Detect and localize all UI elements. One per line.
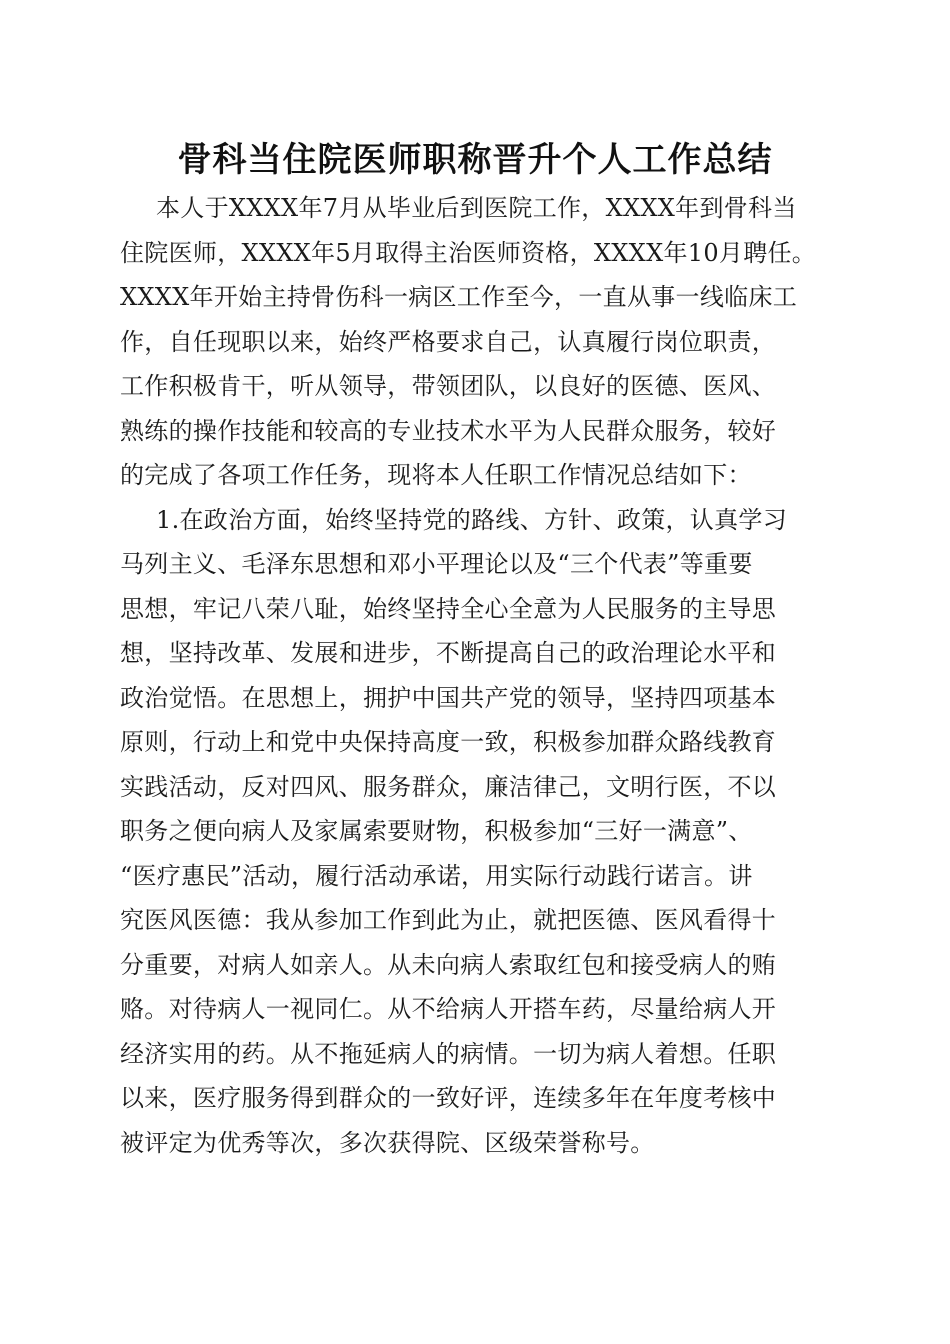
paragraph-line: “医疗惠民”活动，履行活动承诺，用实际行动践行诺言。讲 — [120, 861, 753, 890]
paragraph-line: 实践活动，反对四风、服务群众，廉洁律己，文明行医，不以 — [120, 772, 777, 801]
paragraph-line: 政治觉悟。在思想上，拥护中国共产党的领导，坚持四项基本 — [120, 683, 777, 712]
paragraph-line: 被评定为优秀等次，多次获得院、区级荣誉称号。 — [120, 1128, 655, 1157]
document-title: 骨科当住院医师职称晋升个人工作总结 — [177, 140, 773, 180]
document-body — [120, 186, 832, 1165]
paragraph-line: 以来，医疗服务得到群众的一致好评，连续多年在年度考核中 — [120, 1084, 777, 1112]
paragraph-line: 职务之便向病人及家属索要财物，积极参加“三好一满意”、 — [120, 817, 753, 845]
paragraph-line: 1.在政治方面，始终坚持党的路线、方针、政策，认真学习 — [156, 505, 787, 534]
paragraph-line: 赂。对待病人一视同仁。从不给病人开搭车药，尽量给病人开 — [120, 995, 777, 1023]
paragraph-line: 分重要，对病人如亲人。从未向病人索取红包和接受病人的贿 — [120, 950, 777, 979]
paragraph-line: 作，自任现职以来，始终严格要求自己，认真履行岗位职责， — [120, 327, 777, 356]
paragraph-line: 工作积极肯干，听从领导，带领团队，以良好的医德、医风、 — [120, 372, 777, 400]
paragraph-line: 思想，牢记八荣八耻，始终坚持全心全意为人民服务的主导思 — [120, 594, 777, 623]
paragraph-line: 本人于XXXX年7月从毕业后到医院工作，XXXX年到骨科当 — [156, 194, 797, 222]
paragraph-line: 马列主义、毛泽东思想和邓小平理论以及“三个代表”等重要 — [120, 550, 753, 578]
paragraph-line: 熟练的操作技能和较高的专业技术水平为人民群众服务，较好 — [120, 416, 777, 445]
paragraph-line: 想，坚持改革、发展和进步，不断提高自己的政治理论水平和 — [120, 639, 777, 667]
paragraph-line: 的完成了各项工作任务，现将本人任职工作情况总结如下： — [120, 461, 752, 489]
paragraph-line: 经济实用的药。从不拖延病人的病情。一切为病人着想。任职 — [120, 1039, 777, 1068]
paragraph-line: 原则，行动上和党中央保持高度一致，积极参加群众路线教育 — [120, 728, 777, 756]
paragraph-line: 住院医师，XXXX年5月取得主治医师资格，XXXX年10月聘任。 — [120, 238, 817, 267]
paragraph-line: 究医风医德：我从参加工作到此为止，就把医德、医风看得十 — [120, 906, 777, 934]
paragraph-line: XXXX年开始主持骨伤科一病区工作至今，一直从事一线临床工 — [120, 283, 798, 311]
